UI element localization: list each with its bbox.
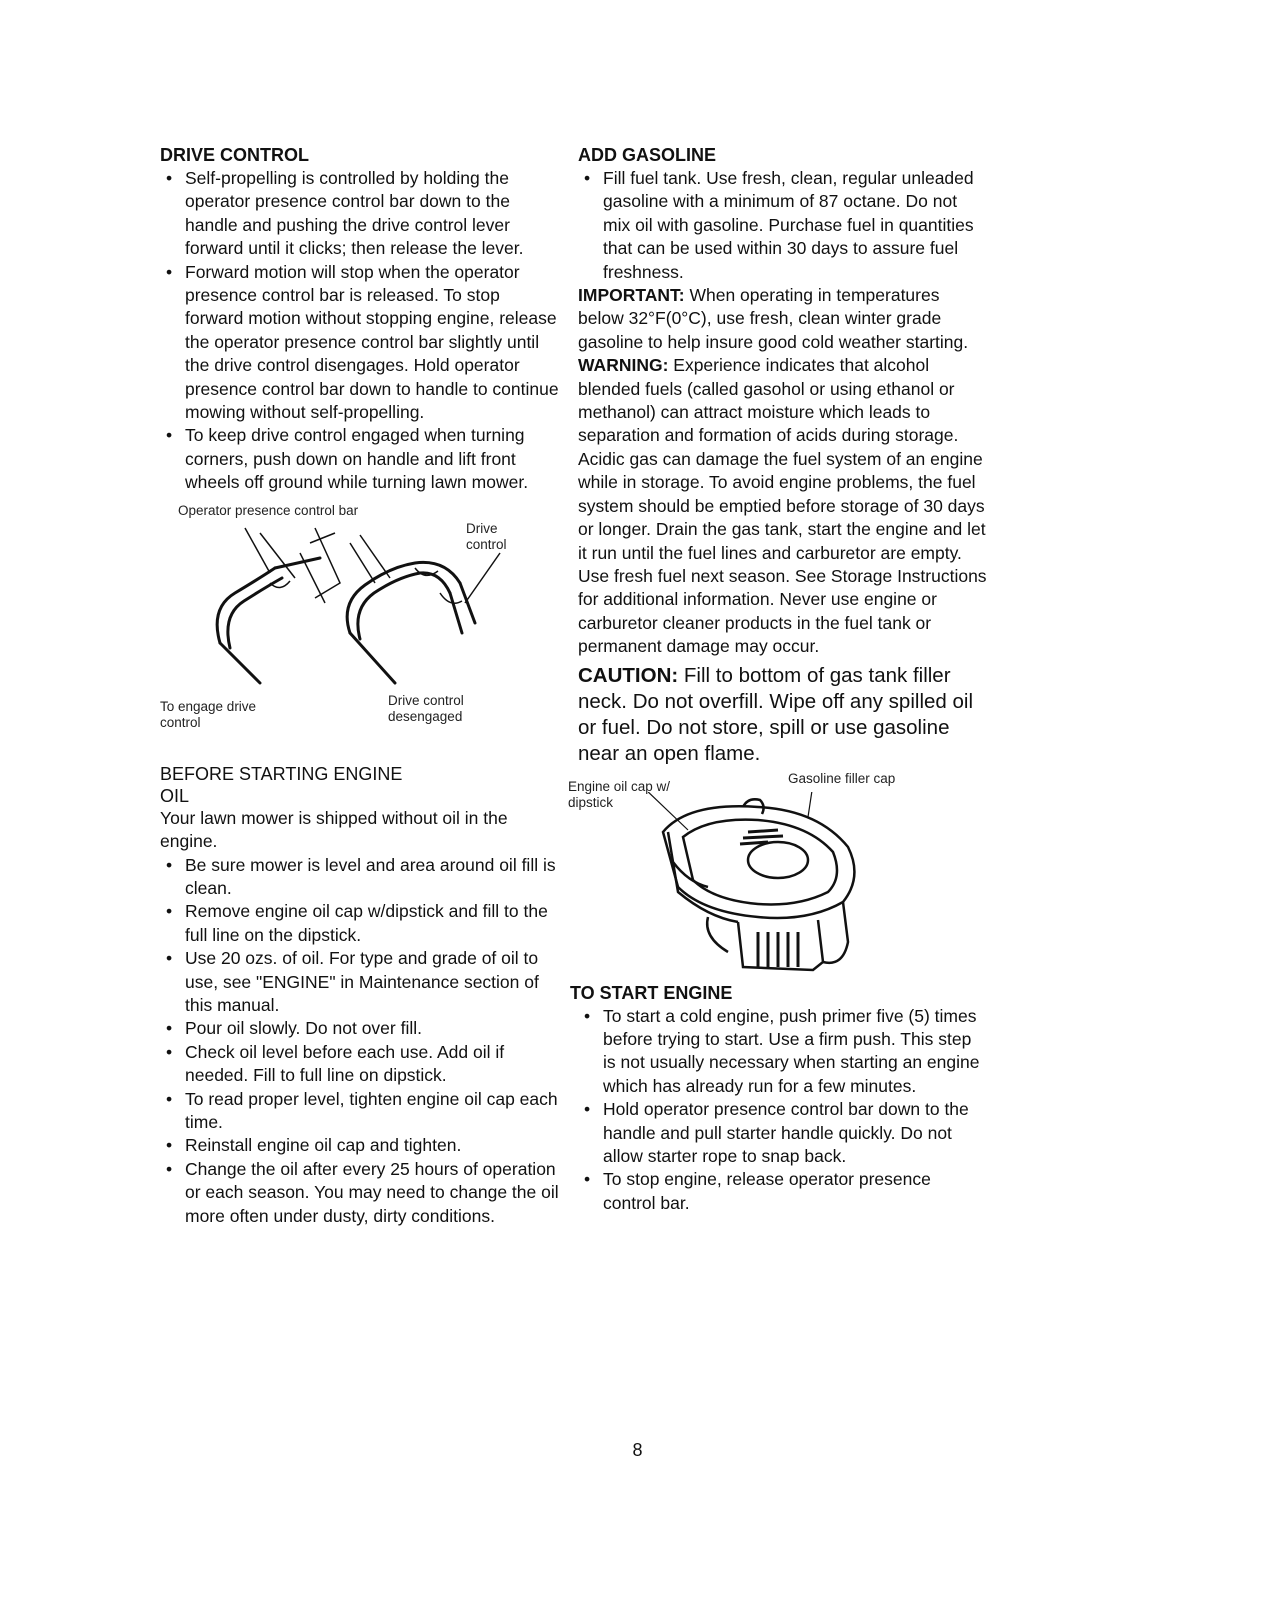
list-item: • To stop engine, release operator presence control bar. — [578, 1168, 988, 1215]
list-item: • To start a cold engine, push primer five (5) times before trying to start. Use a firm push. This step is not usually necessary when starting an engine which has already run for a few minutes. — [578, 1005, 988, 1099]
engine-figure — [568, 770, 988, 977]
list-item: • To read proper level, tighten engine oil cap each time. — [160, 1088, 560, 1135]
drive-control-figure — [160, 503, 560, 751]
page-number: 8 — [632, 1440, 643, 1460]
list-item: • To keep drive control engaged when turning corners, push down on handle and lift front wheels off ground while turning lawn mower. — [160, 424, 560, 494]
warning-text: Experience indicates that alcohol blended fuels (called gasohol or using ethanol or methanol) can attract moisture which leads to separation and formation of acids during storage. Acidic gas can damage the fuel system of an engine while in storage. To avoid engine problems, the fuel system should be emptied before storage of 30 days or longer. Drain the gas tank, start the engine and let it run until the fuel lines and carburetor are empty. Use fresh fuel next season. See Storage Instructions for additional information. Never use engine or carburetor cleaner products in the fuel tank or permanent damage may occur. — [578, 355, 987, 657]
left-column — [160, 143, 560, 1228]
list-item: • Check oil level before each use. Add oil if needed. Fill to full line on dipstick. — [160, 1041, 560, 1088]
caution-note — [578, 663, 988, 767]
drive-control-list — [160, 167, 560, 495]
list-item: • Use 20 ozs. of oil. For type and grade of oil to use, see "ENGINE" in Maintenance section of this manual. — [160, 947, 560, 1017]
label-drive-disengaged: Drive control desengaged — [388, 692, 464, 724]
list-item: • Remove engine oil cap w/dipstick and fill to the full line on the dipstick. — [160, 900, 560, 947]
list-item: • Fill fuel tank. Use fresh, clean, regular unleaded gasoline with a minimum of 87 octane. Do not mix oil with gasoline. Purchase fuel in quantities that can be used within 30 days to assure fuel freshness. — [578, 167, 988, 284]
warning-note — [578, 354, 988, 658]
add-gasoline-heading: ADD GASOLINE — [578, 145, 717, 165]
list-item: • Change the oil after every 25 hours of operation or each season. You may need to change the oil more often under dusty, dirty conditions. — [160, 1158, 560, 1228]
list-item: • Hold operator presence control bar down to the handle and pull starter handle quickly. Do not allow starter rope to snap back. — [578, 1098, 988, 1168]
oil-list — [160, 854, 560, 1229]
right-column — [568, 143, 988, 1215]
important-note — [578, 284, 988, 354]
drive-control-heading: DRIVE CONTROL — [160, 145, 310, 165]
label-operator-presence-bar: Operator presence control bar — [178, 502, 359, 518]
oil-intro: Your lawn mower is shipped without oil in the engine. — [160, 807, 508, 852]
start-engine-list — [578, 1005, 988, 1216]
engine-illustration — [648, 792, 888, 977]
list-item: • Reinstall engine oil cap and tighten. — [160, 1134, 560, 1157]
important-text: When operating in temperatures below 32°F(0°C), use fresh, clean winter grade gasoline to help insure good cold weather starting. — [578, 285, 969, 352]
before-starting-heading: BEFORE STARTING ENGINE — [160, 763, 403, 784]
list-item: • Forward motion will stop when the operator presence control bar is released. To stop forward motion without stopping engine, release the operator presence control bar slightly until the drive control disengages. Hold operator presence control bar down to handle to continue mowing without self-propelling. — [160, 261, 560, 425]
gasoline-list — [578, 167, 988, 284]
to-start-engine-heading: TO START ENGINE — [570, 982, 733, 1003]
oil-subheading: OIL — [160, 785, 190, 806]
label-engage-drive: To engage drive control — [160, 698, 257, 730]
label-gasoline-filler-cap: Gasoline filler cap — [788, 770, 896, 786]
list-item: • Pour oil slowly. Do not over fill. — [160, 1017, 560, 1040]
important-label: IMPORTANT: — [578, 285, 685, 306]
caution-label: CAUTION: — [578, 663, 679, 687]
caution-text: Fill to bottom of gas tank filler neck. Do not overfill. Wipe off any spilled oil or fuel. Do not store, spill or use gasoline near an open flame. — [578, 663, 974, 765]
list-item: • Be sure mower is level and area around oil fill is clean. — [160, 854, 560, 901]
label-drive-control: Drive control — [466, 520, 507, 552]
label-engine-oil-cap: Engine oil cap w/ dipstick — [568, 778, 671, 810]
mower-handle-illustration — [200, 520, 560, 693]
list-item: • Self-propelling is controlled by holding the operator presence control bar down to the handle and pushing the drive control lever forward until it clicks; then release the lever. — [160, 167, 560, 261]
warning-label: WARNING: — [578, 355, 669, 376]
